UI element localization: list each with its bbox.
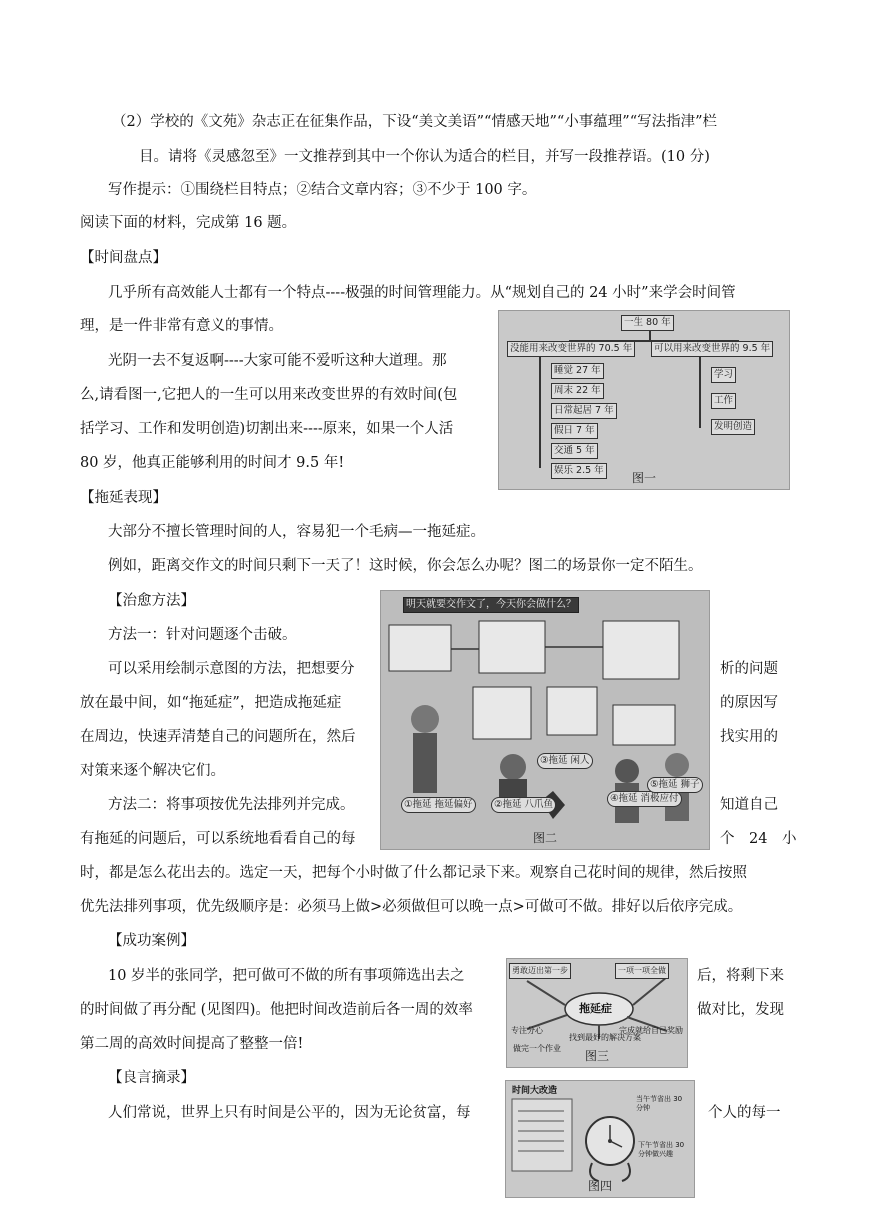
fig1-right-item: 工作: [711, 393, 736, 409]
intro-line: 阅读下面的材料，完成第 16 题。: [80, 215, 297, 231]
s3-m2-line1b: 知道自己: [720, 797, 778, 813]
section-heading-case: 【成功案例】: [108, 933, 195, 949]
fig2-tag: ⑤拖延 狮子: [647, 777, 703, 793]
fig3-node: 找到最好的解决方案: [569, 1033, 641, 1042]
fig4-note: 下午节省出 30 分钟做兴趣: [638, 1141, 685, 1158]
s4-line1a: 10 岁半的张同学，把可做可不做的所有事项筛选出去之: [108, 968, 465, 984]
s4-line2b: 做对比，发现: [697, 1002, 784, 1018]
fig3-node: 专注分心: [511, 1026, 543, 1035]
fig4-caption: 图四: [587, 1179, 612, 1193]
figure-2: [380, 590, 710, 850]
s2-p2: 例如，距离交作文的时间只剩下一天了！这时候，你会怎么办呢？图二的场景你一定不陌生。: [108, 558, 703, 574]
figure-3: [506, 958, 688, 1068]
fig1-right-item: 学习: [711, 367, 736, 383]
q2-line1: （2）学校的《文苑》杂志正在征集作品，下设“美文美语”“情感天地”“小事蕴理”“写法指津”栏: [112, 114, 718, 130]
fig1-right-item: 发明创造: [711, 419, 755, 435]
fig2-tag: ④拖延 消极应付: [607, 791, 682, 807]
s5-line1a: 人们常说，世界上只有时间是公平的，因为无论贫富，每: [108, 1105, 471, 1121]
fig4-title: 时间大改造: [512, 1086, 558, 1096]
figure-4: [505, 1080, 695, 1198]
fig1-left-item: 周末 22 年: [551, 383, 604, 399]
fig2-tag: ①拖延 拖延偏好: [401, 797, 476, 813]
s3-m2-line1a: 方法二：将事项按优先法排列并完成。: [108, 797, 355, 813]
fig1-caption: 图一: [631, 471, 656, 485]
fig3-caption: 图三: [584, 1049, 609, 1063]
s1-p2-line3: 括学习、工作和发明创造)切割出来----原来，如果一个人活: [80, 421, 454, 437]
section-heading-quotes: 【良言摘录】: [108, 1070, 195, 1086]
s3-m1-line2a: 放在最中间，如“拖延症”，把造成拖延症: [80, 695, 342, 711]
s4-line1b: 后，将剩下来: [697, 968, 784, 984]
section-heading-delay: 【拖延表现】: [80, 490, 167, 506]
s1-p2-line4: 80 岁，他真正能够利用的时间才 9.5 年!: [80, 455, 345, 471]
fig1-left-item: 交通 5 年: [551, 443, 598, 459]
s3-m1-line2b: 的原因写: [720, 695, 778, 711]
fig4-note: 当午节省出 30 分钟: [636, 1095, 683, 1112]
fig1-left-item: 假日 7 年: [551, 423, 598, 439]
fig2-caption: 图二: [532, 831, 557, 845]
fig3-node: 完成就给自己奖励: [619, 1026, 683, 1035]
fig3-node: 做完一个作业: [513, 1044, 561, 1053]
fig1-left-item: 睡觉 27 年: [551, 363, 604, 379]
s3-m1-line4: 对策来逐个解决它们。: [80, 763, 225, 779]
q2-hint: 写作提示：①围绕栏目特点；②结合文章内容；③不少于 100 字。: [108, 182, 537, 198]
s3-m2-line2a: 有拖延的问题后，可以系统地看看自己的每: [80, 831, 356, 847]
s4-line2a: 的时间做了再分配 (见图四)。他把时间改造前后各一周的效率: [80, 1002, 473, 1018]
section-heading-time: 【时间盘点】: [80, 250, 167, 266]
fig1-left-item: 娱乐 2.5 年: [551, 463, 607, 479]
s3-m1-line1b: 析的问题: [720, 661, 778, 677]
s3-method1: 方法一：针对问题逐个击破。: [108, 627, 297, 643]
s3-m2-line4: 优先法排列事项，优先级顺序是：必须马上做>必须做但可以晚一点>可做可不做。排好以后依序完成。: [80, 899, 743, 915]
fig2-tag: ③拖延 闲人: [537, 753, 593, 769]
s2-p1: 大部分不擅长管理时间的人，容易犯一个毛病—一拖延症。: [108, 524, 485, 540]
s3-m1-line3a: 在周边，快速弄清楚自己的问题所在，然后: [80, 729, 356, 745]
section-heading-cure: 【治愈方法】: [108, 593, 195, 609]
fig3-node: 勇敢迈出第一步: [509, 963, 571, 979]
s3-m1-line1a: 可以采用绘制示意图的方法，把想要分: [108, 661, 355, 677]
fig3-center: 拖延症: [579, 1002, 612, 1015]
fig1-left-item: 日常起居 7 年: [551, 403, 617, 419]
s3-m2-line2b: 个 24 小: [720, 831, 797, 847]
s1-p2-line2: 么,请看图一,它把人的一生可以用来改变世界的有效时间(包: [80, 387, 458, 403]
fig1-top-box: 一生 80 年: [621, 315, 674, 331]
q2-line2: 目。请将《灵感忽至》一文推荐到其中一个你认为适合的栏目，并写一段推荐语。(10 分): [139, 149, 710, 165]
s5-line1b: 个人的每一: [708, 1105, 781, 1121]
fig1-right-head: 可以用来改变世界的 9.5 年: [651, 341, 773, 357]
s1-p2-line1: 光阴一去不复返啊----大家可能不爱听这种大道理。那: [108, 353, 447, 369]
fig2-tag: ②拖延 八爪鱼: [491, 797, 556, 813]
fig2-banner: 明天就要交作文了，今天你会做什么？: [403, 597, 579, 613]
fig1-left-head: 没能用来改变世界的 70.5 年: [507, 341, 635, 357]
fig3-node: 一项一项全做: [615, 963, 669, 979]
figure-1: [498, 310, 790, 490]
s1-p1-line2: 理，是一件非常有意义的事情。: [80, 318, 283, 334]
s3-m2-line3: 时，都是怎么花出去的。选定一天，把每个小时做了什么都记录下来。观察自己花时间的规律，然后按照: [80, 865, 747, 881]
s4-line3: 第二周的高效时间提高了整整一倍!: [80, 1036, 304, 1052]
s1-p1-line1: 几乎所有高效能人士都有一个特点----极强的时间管理能力。从“规划自己的 24 小时”来学会时间管: [108, 285, 736, 301]
s3-m1-line3b: 找实用的: [720, 729, 778, 745]
